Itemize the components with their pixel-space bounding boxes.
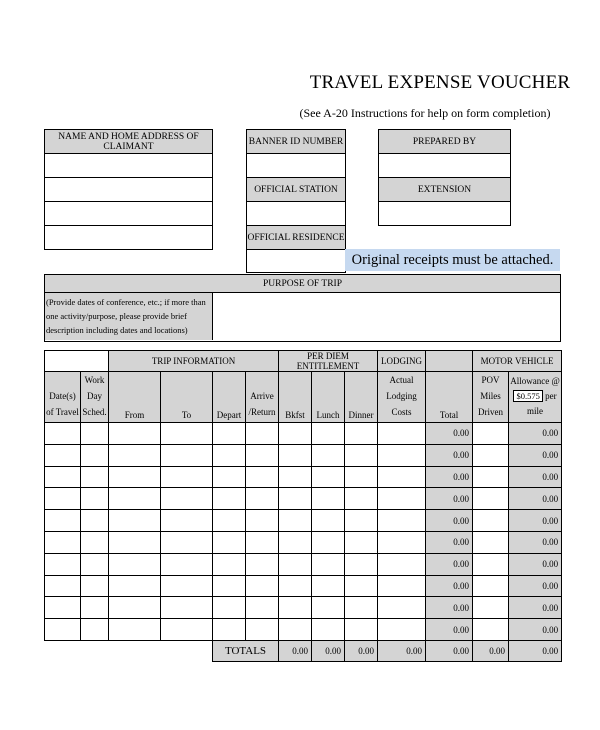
cell-bkfst[interactable] xyxy=(279,575,312,597)
cell-to[interactable] xyxy=(161,423,213,445)
col-arrive: Arrive /Return xyxy=(246,372,279,423)
cell-from[interactable] xyxy=(109,510,161,532)
table-row xyxy=(45,553,562,575)
cell-total: 0.00 xyxy=(426,575,473,597)
totals-label: TOTALS xyxy=(213,640,279,661)
cell-work-day[interactable] xyxy=(81,488,109,510)
cell-from[interactable] xyxy=(109,597,161,619)
table-row xyxy=(45,597,562,619)
col-depart: Depart xyxy=(213,372,246,423)
cell-total: 0.00 xyxy=(426,510,473,532)
totals-row xyxy=(45,640,562,661)
cell-dates[interactable] xyxy=(45,510,81,532)
cell-total: 0.00 xyxy=(426,488,473,510)
cell-dates[interactable] xyxy=(45,553,81,575)
totals-total: 0.00 xyxy=(426,640,473,661)
cell-dinner[interactable] xyxy=(345,531,378,553)
cell-depart[interactable] xyxy=(213,423,246,445)
cell-total: 0.00 xyxy=(426,423,473,445)
cell-allowance: 0.00 xyxy=(509,619,562,641)
cell-arrive[interactable] xyxy=(246,531,279,553)
cell-arrive[interactable] xyxy=(246,553,279,575)
col-from: From xyxy=(109,372,161,423)
cell-lunch[interactable] xyxy=(312,531,345,553)
allowance-prefix: Allowance @ xyxy=(510,376,560,386)
cell-lodging[interactable] xyxy=(378,531,426,553)
claimant-label: NAME AND HOME ADDRESS OF CLAIMANT xyxy=(45,130,212,154)
cell-depart[interactable] xyxy=(213,575,246,597)
cell-to[interactable] xyxy=(161,466,213,488)
allowance-rate: $0.575 xyxy=(513,390,542,402)
official-residence-label: OFFICIAL RESIDENCE xyxy=(247,226,345,250)
receipts-notice: Original receipts must be attached. xyxy=(345,249,560,271)
cell-work-day[interactable] xyxy=(81,619,109,641)
cell-arrive[interactable] xyxy=(246,597,279,619)
cell-allowance: 0.00 xyxy=(509,553,562,575)
cell-allowance: 0.00 xyxy=(509,531,562,553)
col-bkfst: Bkfst xyxy=(279,372,312,423)
cell-work-day[interactable] xyxy=(81,531,109,553)
cell-lunch[interactable] xyxy=(312,553,345,575)
allowance-suffix: mile xyxy=(527,406,544,416)
cell-from[interactable] xyxy=(109,488,161,510)
totals-dinner: 0.00 xyxy=(345,640,378,661)
cell-dates[interactable] xyxy=(45,619,81,641)
cell-total: 0.00 xyxy=(426,619,473,641)
cell-to[interactable] xyxy=(161,444,213,466)
official-residence-box xyxy=(246,225,346,273)
cell-depart[interactable] xyxy=(213,444,246,466)
cell-work-day[interactable] xyxy=(81,444,109,466)
cell-dates[interactable] xyxy=(45,531,81,553)
cell-pov-miles[interactable] xyxy=(473,466,509,488)
group-motor-vehicle: MOTOR VEHICLE xyxy=(473,351,562,372)
cell-allowance: 0.00 xyxy=(509,423,562,445)
cell-lodging[interactable] xyxy=(378,444,426,466)
cell-pov-miles[interactable] xyxy=(473,553,509,575)
group-blank xyxy=(45,351,109,372)
cell-from[interactable] xyxy=(109,575,161,597)
cell-dinner[interactable] xyxy=(345,423,378,445)
banner-id-box xyxy=(246,129,346,178)
cell-total: 0.00 xyxy=(426,597,473,619)
cell-allowance: 0.00 xyxy=(509,466,562,488)
cell-to[interactable] xyxy=(161,553,213,575)
table-row xyxy=(45,510,562,532)
table-row xyxy=(45,423,562,445)
cell-allowance: 0.00 xyxy=(509,444,562,466)
cell-lodging[interactable] xyxy=(378,553,426,575)
totals-lunch: 0.00 xyxy=(312,640,345,661)
cell-lunch[interactable] xyxy=(312,597,345,619)
group-total-blank xyxy=(426,351,473,372)
cell-total: 0.00 xyxy=(426,553,473,575)
prepared-by-field[interactable] xyxy=(379,154,510,176)
cell-work-day[interactable] xyxy=(81,423,109,445)
prepared-by-box xyxy=(378,129,511,178)
cell-to[interactable] xyxy=(161,531,213,553)
cell-lunch[interactable] xyxy=(312,619,345,641)
group-lodging: LODGING xyxy=(378,351,426,372)
cell-from[interactable] xyxy=(109,619,161,641)
cell-pov-miles[interactable] xyxy=(473,531,509,553)
totals-blank xyxy=(45,640,213,661)
totals-lodging: 0.00 xyxy=(378,640,426,661)
cell-arrive[interactable] xyxy=(246,444,279,466)
cell-to[interactable] xyxy=(161,510,213,532)
cell-dates[interactable] xyxy=(45,575,81,597)
cell-dates[interactable] xyxy=(45,444,81,466)
col-allowance xyxy=(509,372,562,423)
form-title: TRAVEL EXPENSE VOUCHER xyxy=(309,72,571,93)
claimant-line-3[interactable] xyxy=(45,202,212,226)
purpose-hint: (Provide dates of conference, etc.; if more than one activity/purpose, please provide brief description including dates and locations) xyxy=(45,293,213,340)
cell-bkfst[interactable] xyxy=(279,531,312,553)
extension-field[interactable] xyxy=(379,202,510,224)
cell-total: 0.00 xyxy=(426,531,473,553)
col-total: Total xyxy=(426,372,473,423)
cell-bkfst[interactable] xyxy=(279,466,312,488)
cell-allowance: 0.00 xyxy=(509,597,562,619)
cell-dinner[interactable] xyxy=(345,575,378,597)
cell-from[interactable] xyxy=(109,531,161,553)
cell-dinner[interactable] xyxy=(345,553,378,575)
cell-dinner[interactable] xyxy=(345,488,378,510)
table-row xyxy=(45,466,562,488)
cell-pov-miles[interactable] xyxy=(473,597,509,619)
cell-to[interactable] xyxy=(161,488,213,510)
cell-lodging[interactable] xyxy=(378,510,426,532)
claimant-line-4[interactable] xyxy=(45,226,212,248)
banner-id-label: BANNER ID NUMBER xyxy=(247,130,345,154)
cell-pov-miles[interactable] xyxy=(473,444,509,466)
cell-lunch[interactable] xyxy=(312,444,345,466)
col-pov-miles: POV Miles Driven xyxy=(473,372,509,423)
cell-lunch[interactable] xyxy=(312,423,345,445)
allowance-suffix-per: per xyxy=(545,391,557,401)
totals-bkfst: 0.00 xyxy=(279,640,312,661)
table-row xyxy=(45,488,562,510)
claimant-box xyxy=(44,129,213,250)
col-lodging: Actual Lodging Costs xyxy=(378,372,426,423)
cell-work-day[interactable] xyxy=(81,597,109,619)
cell-lunch[interactable] xyxy=(312,488,345,510)
cell-to[interactable] xyxy=(161,597,213,619)
cell-work-day[interactable] xyxy=(81,510,109,532)
cell-dates[interactable] xyxy=(45,423,81,445)
cell-arrive[interactable] xyxy=(246,466,279,488)
cell-from[interactable] xyxy=(109,466,161,488)
purpose-box xyxy=(44,274,561,342)
banner-id-field[interactable] xyxy=(247,154,345,176)
cell-pov-miles[interactable] xyxy=(473,488,509,510)
table-row xyxy=(45,444,562,466)
cell-lodging[interactable] xyxy=(378,619,426,641)
cell-total: 0.00 xyxy=(426,466,473,488)
cell-arrive[interactable] xyxy=(246,510,279,532)
cell-dinner[interactable] xyxy=(345,466,378,488)
cell-dates[interactable] xyxy=(45,597,81,619)
claimant-line-1[interactable] xyxy=(45,154,212,178)
table-row xyxy=(45,575,562,597)
form-subtitle: (See A-20 Instructions for help on form completion) xyxy=(299,106,551,120)
cell-lodging[interactable] xyxy=(378,423,426,445)
official-station-label: OFFICIAL STATION xyxy=(247,178,345,202)
cell-lodging[interactable] xyxy=(378,466,426,488)
cell-pov-miles[interactable] xyxy=(473,423,509,445)
cell-to[interactable] xyxy=(161,575,213,597)
group-per-diem: PER DIEM ENTITLEMENT xyxy=(279,351,378,372)
purpose-label: PURPOSE OF TRIP xyxy=(45,275,560,293)
cell-dinner[interactable] xyxy=(345,597,378,619)
cell-depart[interactable] xyxy=(213,553,246,575)
cell-depart[interactable] xyxy=(213,510,246,532)
extension-box xyxy=(378,177,511,226)
purpose-field[interactable] xyxy=(213,293,560,340)
cell-dates[interactable] xyxy=(45,466,81,488)
cell-depart[interactable] xyxy=(213,531,246,553)
cell-bkfst[interactable] xyxy=(279,423,312,445)
claimant-line-2[interactable] xyxy=(45,178,212,202)
official-residence-field[interactable] xyxy=(247,250,345,271)
cell-lodging[interactable] xyxy=(378,575,426,597)
col-dinner: Dinner xyxy=(345,372,378,423)
cell-lodging[interactable] xyxy=(378,488,426,510)
prepared-by-label: PREPARED BY xyxy=(379,130,510,154)
extension-label: EXTENSION xyxy=(379,178,510,202)
table-row xyxy=(45,531,562,553)
cell-bkfst[interactable] xyxy=(279,488,312,510)
official-station-box xyxy=(246,177,346,226)
cell-arrive[interactable] xyxy=(246,488,279,510)
cell-arrive[interactable] xyxy=(246,619,279,641)
cell-bkfst[interactable] xyxy=(279,553,312,575)
official-station-field[interactable] xyxy=(247,202,345,224)
col-work-day-label: Work Day Sched. xyxy=(82,375,107,417)
cell-dinner[interactable] xyxy=(345,510,378,532)
cell-allowance: 0.00 xyxy=(509,575,562,597)
totals-allowance: 0.00 xyxy=(509,640,562,661)
cell-arrive[interactable] xyxy=(246,423,279,445)
cell-depart[interactable] xyxy=(213,488,246,510)
cell-depart[interactable] xyxy=(213,466,246,488)
totals-pov: 0.00 xyxy=(473,640,509,661)
col-dates-label: Date(s) of Travel xyxy=(46,391,79,417)
cell-lunch[interactable] xyxy=(312,466,345,488)
cell-work-day[interactable] xyxy=(81,575,109,597)
cell-work-day[interactable] xyxy=(81,466,109,488)
col-work-day xyxy=(81,372,109,423)
cell-pov-miles[interactable] xyxy=(473,619,509,641)
cell-bkfst[interactable] xyxy=(279,619,312,641)
cell-allowance: 0.00 xyxy=(509,488,562,510)
expense-table xyxy=(44,350,562,662)
cell-dinner[interactable] xyxy=(345,619,378,641)
col-lunch: Lunch xyxy=(312,372,345,423)
cell-arrive[interactable] xyxy=(246,575,279,597)
col-dates xyxy=(45,372,81,423)
cell-pov-miles[interactable] xyxy=(473,510,509,532)
cell-to[interactable] xyxy=(161,619,213,641)
col-to: To xyxy=(161,372,213,423)
cell-bkfst[interactable] xyxy=(279,510,312,532)
cell-bkfst[interactable] xyxy=(279,444,312,466)
cell-work-day[interactable] xyxy=(81,553,109,575)
cell-from[interactable] xyxy=(109,553,161,575)
table-row xyxy=(45,619,562,641)
cell-dinner[interactable] xyxy=(345,444,378,466)
cell-allowance: 0.00 xyxy=(509,510,562,532)
cell-bkfst[interactable] xyxy=(279,597,312,619)
group-trip-information: TRIP INFORMATION xyxy=(109,351,279,372)
cell-total: 0.00 xyxy=(426,444,473,466)
cell-depart[interactable] xyxy=(213,597,246,619)
cell-from[interactable] xyxy=(109,423,161,445)
cell-pov-miles[interactable] xyxy=(473,575,509,597)
cell-lodging[interactable] xyxy=(378,597,426,619)
cell-depart[interactable] xyxy=(213,619,246,641)
cell-lunch[interactable] xyxy=(312,510,345,532)
cell-dates[interactable] xyxy=(45,488,81,510)
cell-from[interactable] xyxy=(109,444,161,466)
cell-lunch[interactable] xyxy=(312,575,345,597)
